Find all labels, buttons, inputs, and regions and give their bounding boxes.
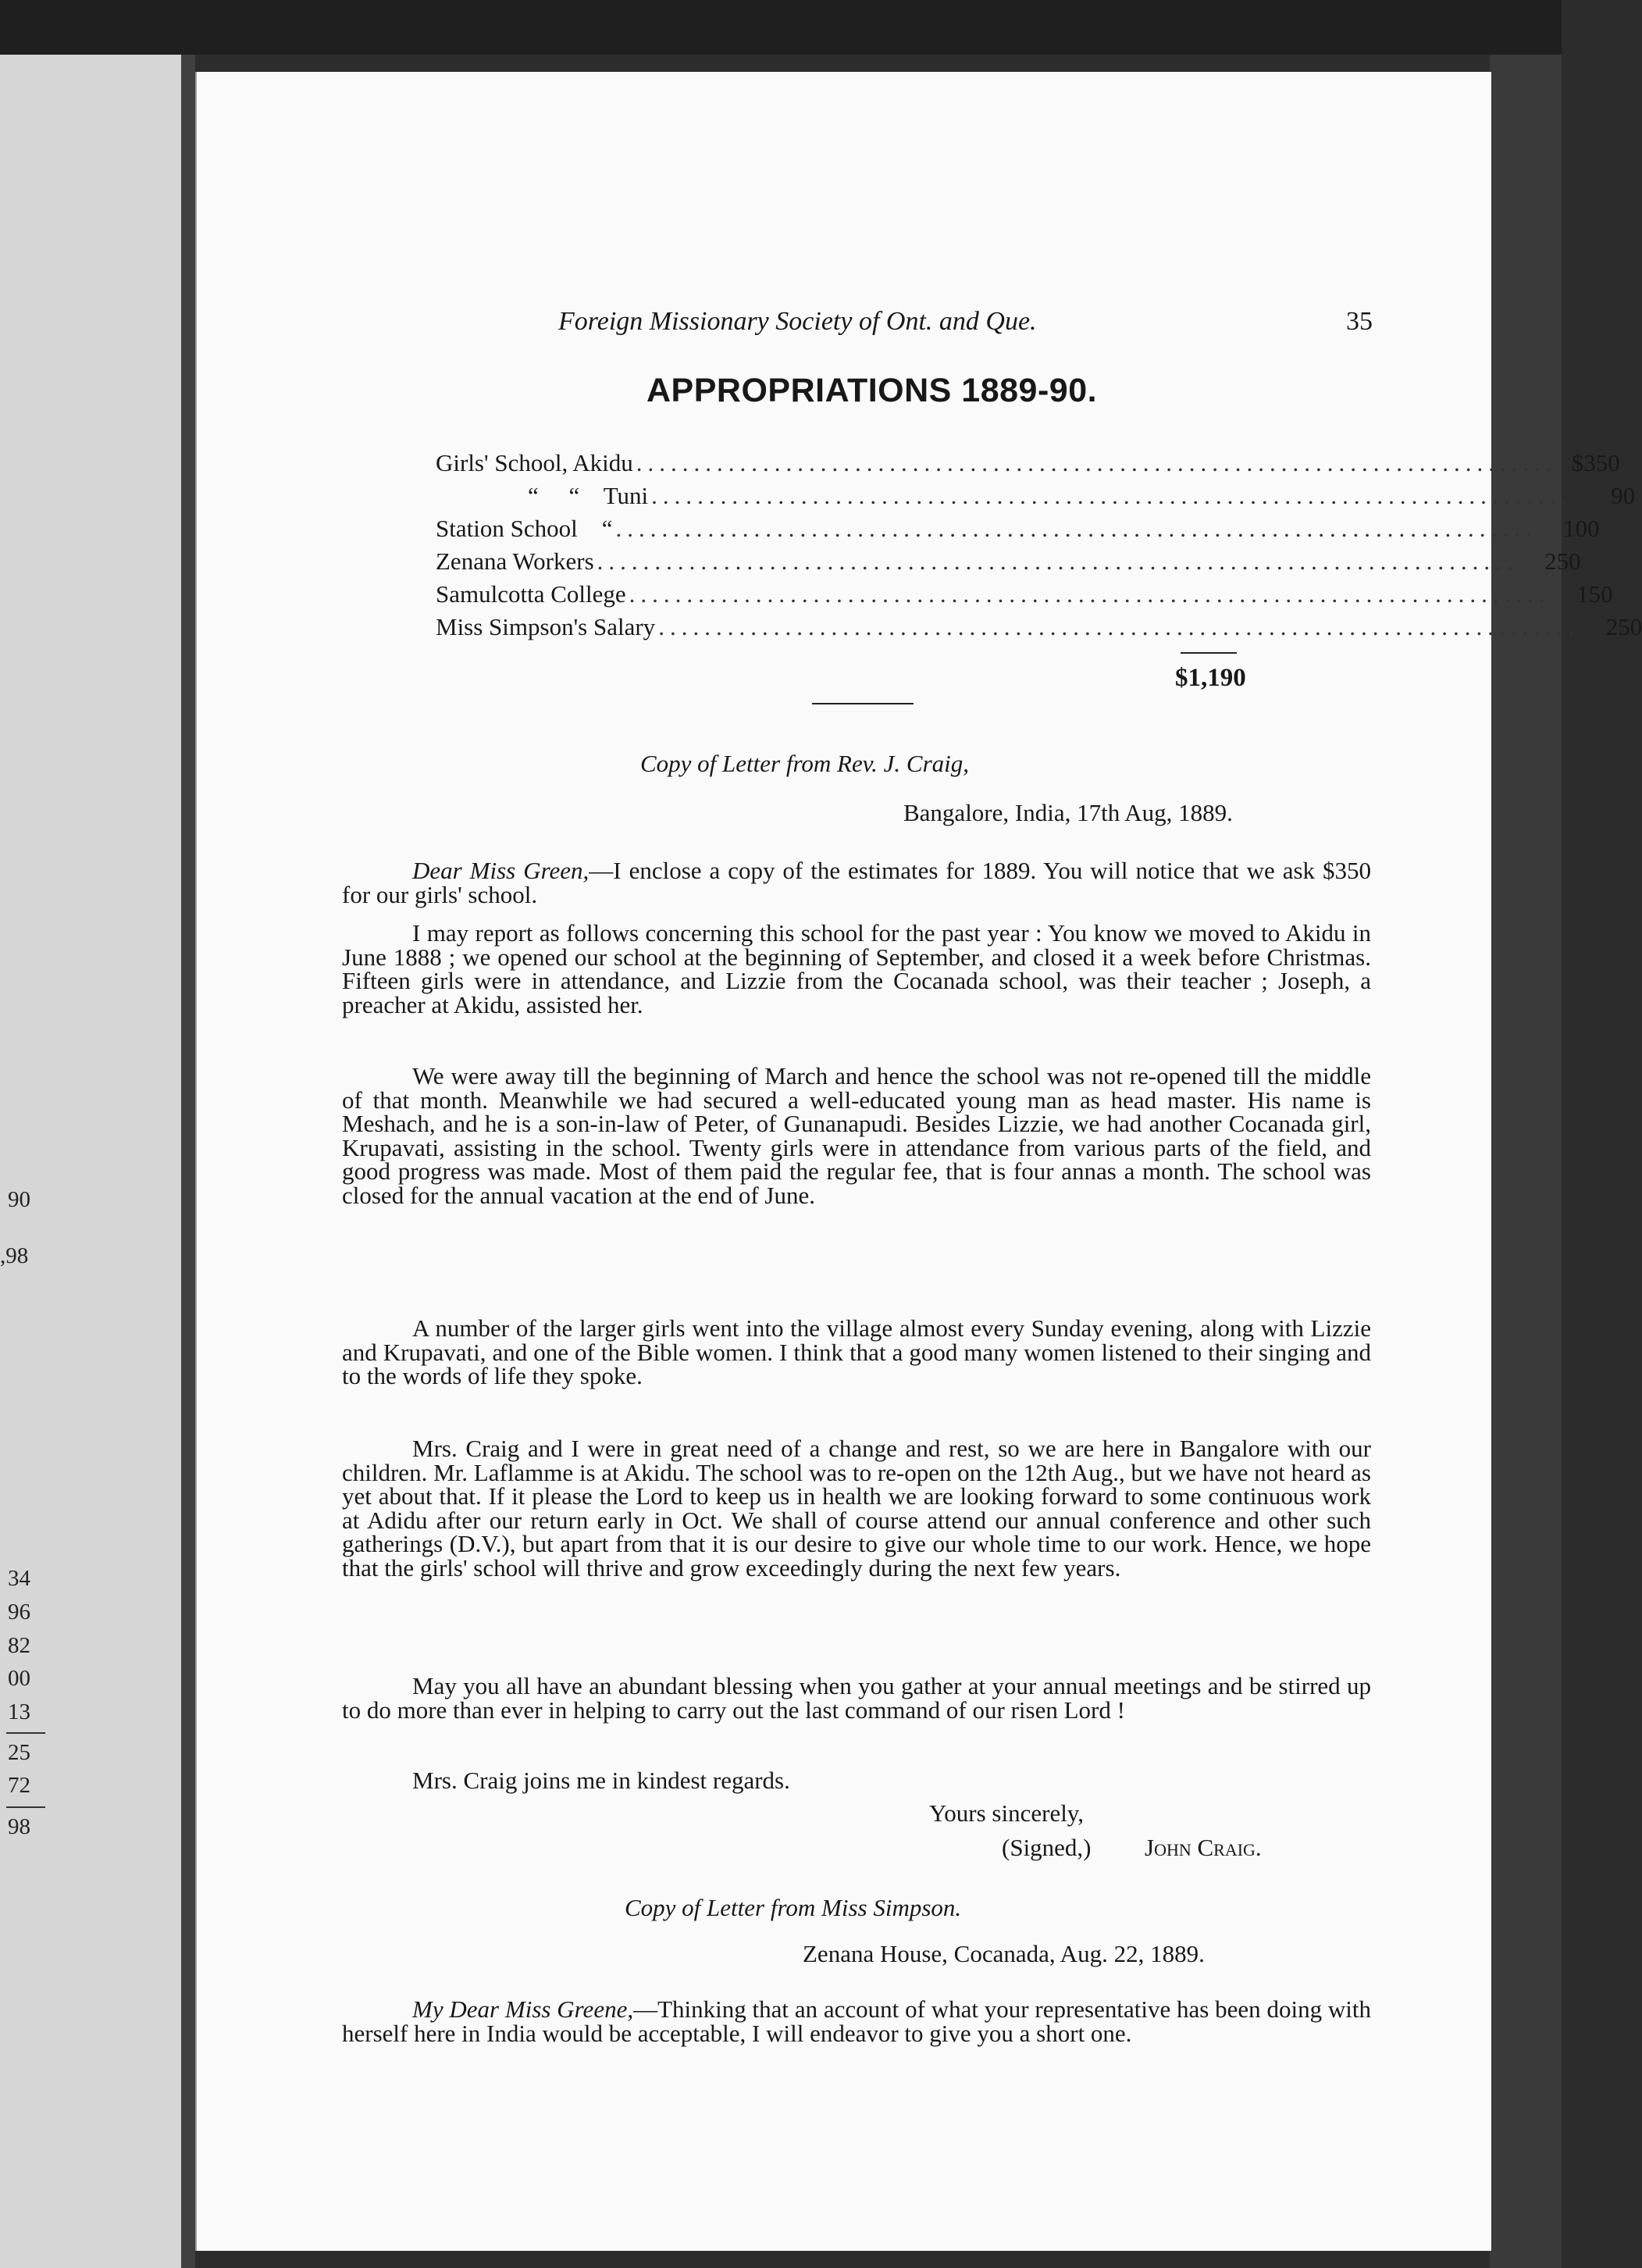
signed-label: (Signed,)	[1002, 1834, 1092, 1861]
letter-salutation: My Dear Miss Greene,	[412, 1995, 634, 2023]
letter-dateline: Bangalore, India, 17th Aug, 1889.	[903, 799, 1233, 826]
left-page-fragment: 98	[8, 1814, 30, 1839]
letter-paragraph	[342, 859, 1371, 907]
section-separator	[812, 703, 914, 704]
appropriation-row	[436, 515, 1600, 546]
left-page-fragment: ,98	[0, 1243, 29, 1268]
appropriation-amount: 250	[1544, 547, 1581, 575]
appropriation-label: Station School “	[436, 515, 613, 542]
letter-text: —I enclose a copy of the estimates for 1889. You will notice that we ask $350 for our girls' school.	[342, 857, 1372, 908]
appropriation-row	[436, 482, 1636, 513]
dot-leader: ................................................................................	[597, 547, 1519, 575]
dot-leader: ................................................................................	[615, 515, 1537, 542]
appropriation-label: Zenana Workers	[436, 547, 594, 575]
letter-dateline: Zenana House, Cocanada, Aug. 22, 1889.	[803, 1940, 1205, 1967]
appropriation-row	[436, 449, 1620, 480]
left-page-rule	[6, 1732, 45, 1734]
dot-leader: ................................................................................	[658, 613, 1580, 640]
letter-salutation: Dear Miss Green,	[412, 857, 589, 884]
appropriations-title: APPROPRIATIONS 1889-90.	[646, 372, 1098, 409]
appropriation-amount: 150	[1576, 580, 1613, 608]
appropriation-amount: 250	[1605, 613, 1642, 640]
letter-closing: Yours sincerely,	[929, 1799, 1085, 1827]
letter-text: —Thinking that an account of what your representative has been doing with herself here in India would be acceptable, I will endeavor to give you a short one.	[342, 1995, 1371, 2047]
letter-heading: Copy of Letter from Miss Simpson.	[625, 1894, 962, 1921]
letter-paragraph	[342, 1995, 1371, 2047]
appropriation-amount: $350	[1571, 449, 1620, 476]
dot-leader: ................................................................................	[636, 449, 1558, 476]
left-page-fragment: 00	[8, 1666, 30, 1691]
appropriation-label: Miss Simpson's Salary	[436, 613, 656, 640]
left-page-fragment: 72	[8, 1773, 30, 1798]
scan-right-border	[1490, 55, 1562, 2268]
left-page-fragment: 13	[8, 1699, 30, 1724]
appropriation-label: “ “ Tuni	[528, 482, 649, 509]
left-page-fragment: 82	[8, 1633, 30, 1658]
letter-signer: John Craig.	[1145, 1834, 1262, 1861]
appropriation-row	[436, 547, 1581, 579]
letter-paragraph: May you all have an abundant blessing when you gather at your annual meetings and be stirred up to do more than ever in helping to carry out the last command of our risen Lord !	[342, 1672, 1371, 1724]
letter-heading: Copy of Letter from Rev. J. Craig,	[640, 750, 970, 777]
appropriation-label: Girls' School, Akidu	[436, 449, 633, 476]
dot-leader: ................................................................................	[651, 482, 1573, 509]
left-page-margin	[0, 55, 181, 2268]
letter-paragraph: Mrs. Craig joins me in kindest regards.	[412, 1767, 790, 1794]
left-page-fragment: 96	[8, 1599, 30, 1624]
letter-paragraph: Mrs. Craig and I were in great need of a change and rest, so we are here in Bangalore with our children. Mr. Laflamme is at Akidu. The school was to re-open on the 12th Aug., but we have not heard as yet about that. If it please the Lord to keep us in health we are looking forward to some continuous work at Adidu after our return early in Oct. We shall of course attend our annual conference and other such gatherings (D.V.), but apart from that it is our desire to give our whole time to our work. Hence, we hope that the girls' school will thrive and grow exceedingly during the next few years.	[342, 1435, 1371, 1582]
page-number: 35	[1346, 307, 1373, 336]
appropriations-total: $1,190	[1175, 664, 1246, 692]
appropriation-amount: 100	[1562, 515, 1600, 542]
appropriation-label: Samulcotta College	[436, 580, 626, 608]
total-rule	[1181, 652, 1237, 654]
appropriation-amount: 90	[1611, 482, 1636, 509]
dot-leader: ................................................................................	[629, 580, 1551, 608]
left-page-rule	[6, 1806, 45, 1808]
left-page-fragment: 25	[8, 1740, 30, 1765]
left-page-fragment: 90	[8, 1187, 30, 1212]
running-head: Foreign Missionary Society of Ont. and Que.	[558, 307, 1037, 336]
left-page-fragment: 34	[8, 1566, 30, 1591]
scan-top-border	[0, 0, 1562, 55]
letter-paragraph: We were away till the beginning of March and hence the school was not re-opened till the middle of that month. Meanwhile we had secured a well-educated young man as head master. His name is Meshach, and he is a son-in-law of Peter, of Gunanapudi. Besides Lizzie, we had another Cocanada girl, Krupavati, assisting in the school. Twenty girls were in attendance from various parts of the field, and good progress was made. Most of them paid the regular fee, that is four annas a month. The school was closed for the annual vacation at the end of June.	[342, 1062, 1371, 1209]
appropriation-row	[436, 580, 1613, 612]
book-binding	[181, 55, 195, 2268]
letter-paragraph: I may report as follows concerning this school for the past year : You know we moved to Akidu in June 1888 ; we opened our school at the beginning of September, and closed it a week before Christmas. Fifteen girls were in attendance, and Lizzie from the Cocanada school, was their teacher ; Joseph, a preacher at Akidu, assisted her.	[342, 919, 1371, 1018]
appropriation-row	[436, 613, 1642, 644]
letter-paragraph: A number of the larger girls went into the village almost every Sunday evening, along with Lizzie and Krupavati, and one of the Bible women. I think that a good many women listened to their singing and to the words of life they spoke.	[342, 1314, 1371, 1389]
